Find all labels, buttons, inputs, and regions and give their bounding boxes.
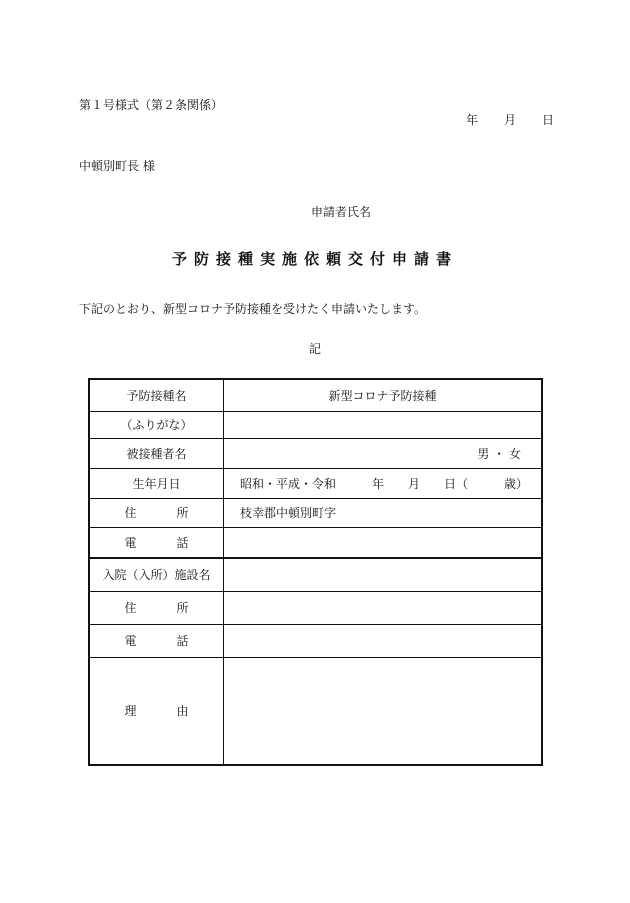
address-value[interactable]: 枝幸郡中頓別町字: [224, 498, 543, 527]
addressee: 中頓別町長 様: [79, 159, 155, 173]
row-reason: [89, 657, 542, 765]
facility-phone-field[interactable]: [224, 624, 543, 657]
facility-phone-label: [89, 624, 224, 657]
facility-address-label-text: 住 所: [124, 601, 203, 615]
date-line: [466, 111, 554, 128]
address-label-text: 住 所: [124, 506, 203, 520]
phone-field[interactable]: [224, 527, 543, 558]
date-year-label: 年: [466, 113, 479, 127]
applicant-name-label: 申請者氏名: [311, 205, 372, 219]
gender-options[interactable]: 男 ・ 女: [224, 438, 543, 468]
row-vaccine: [89, 379, 542, 411]
row-facility-phone: [89, 624, 542, 657]
row-address: [89, 498, 542, 527]
row-facility-address: [89, 591, 542, 624]
row-name: [89, 438, 542, 468]
name-label: 被接種者名: [89, 438, 224, 468]
birthdate-label: 生年月日: [89, 468, 224, 498]
phone-label-text: 電 話: [124, 535, 203, 550]
phone-label: [89, 527, 224, 558]
facility-field[interactable]: [224, 558, 543, 591]
address-label: [89, 498, 224, 527]
row-furigana: [89, 411, 542, 438]
reason-label: [89, 657, 224, 765]
row-birthdate: [89, 468, 542, 498]
date-day-label: 日: [542, 113, 555, 127]
vaccine-value: 新型コロナ予防接種: [224, 379, 543, 411]
facility-address-label: [89, 591, 224, 624]
intro-text: 下記のとおり、新型コロナ予防接種を受けたく申請いたします。: [79, 302, 427, 316]
furigana-label: （ふりがな）: [89, 411, 224, 438]
application-form-table: [88, 378, 543, 766]
date-month-label: 月: [504, 113, 517, 127]
vaccine-label: 予防接種名: [89, 379, 224, 411]
furigana-field[interactable]: [224, 411, 543, 438]
document-title: 予防接種実施依頼交付申請書: [171, 250, 458, 268]
reason-field[interactable]: [224, 657, 543, 765]
row-phone: [89, 527, 542, 558]
birthdate-value[interactable]: 昭和・平成・令和 年 月 日（ 歳）: [224, 468, 543, 498]
ki-label: 記: [309, 342, 322, 356]
facility-address-field[interactable]: [224, 591, 543, 624]
form-number: 第１号様式（第２条関係）: [79, 98, 224, 112]
facility-label: 入院（入所）施設名: [89, 558, 224, 591]
facility-phone-label-text: 電 話: [124, 634, 203, 648]
reason-label-text: 理 由: [124, 704, 203, 719]
row-facility: [89, 558, 542, 591]
